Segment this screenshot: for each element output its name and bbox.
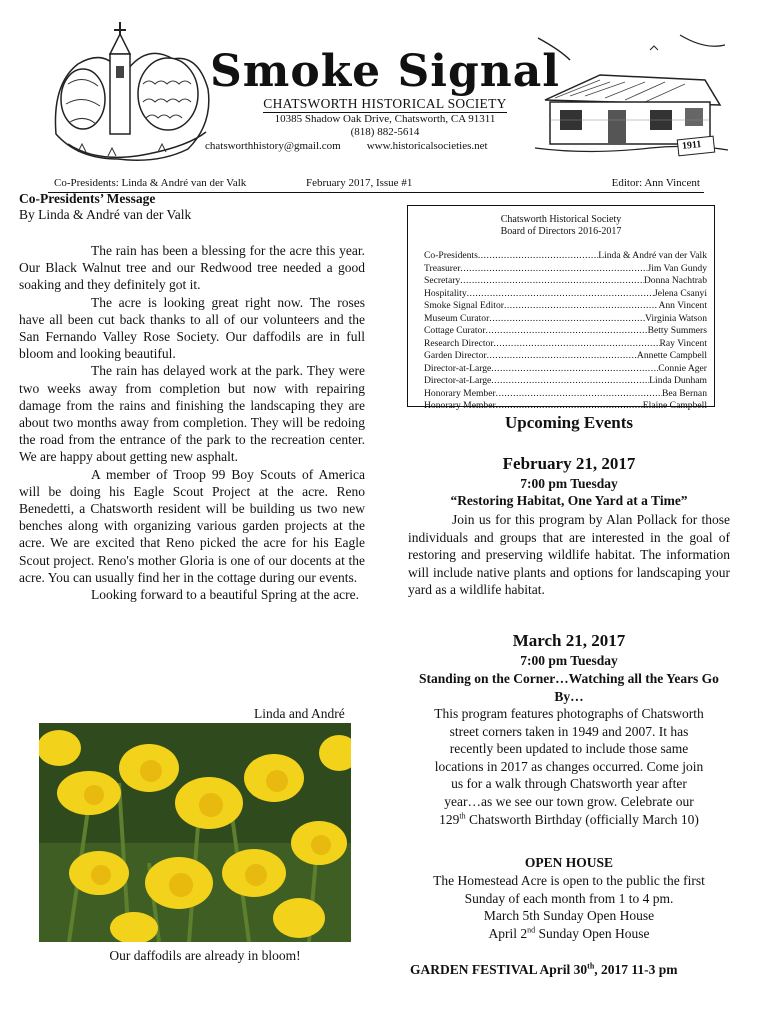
leader-dots	[460, 275, 644, 288]
board-member-role: Smoke Signal Editor	[424, 300, 504, 311]
board-member-role: Co-Presidents	[424, 250, 478, 261]
society-name: CHATSWORTH HISTORICAL SOCIETY	[263, 96, 507, 111]
leader-dots	[494, 338, 660, 351]
board-member-row	[424, 325, 707, 338]
leader-dots	[504, 300, 659, 313]
open-house-heading: OPEN HOUSE	[524, 855, 614, 870]
board-member-name: Jelena Csanyi	[653, 287, 707, 299]
board-member-row	[424, 388, 707, 401]
plaque-year: 1911	[681, 139, 702, 152]
event2-line: street corners taken in 1949 and 2007. It has	[449, 723, 689, 739]
event1-time: 7:00 pm Tuesday	[520, 476, 618, 491]
leader-dots	[460, 263, 647, 276]
board-member-row	[424, 313, 707, 326]
board-member-name: Annette Campbell	[636, 350, 707, 361]
society-phone: (818) 882-5614	[350, 126, 420, 138]
photo-caption: Our daffodils are already in bloom!	[109, 948, 301, 963]
board-member-role: Research Director	[424, 337, 494, 349]
message-paragraph: Looking forward to a beautiful Spring at the acre.	[91, 587, 360, 603]
board-member-name: Donna Nachtrab	[643, 275, 707, 286]
board-member-name: Jim Van Gundy	[647, 262, 707, 274]
open-house-line: March 5th Sunday Open House	[483, 908, 655, 924]
board-member-row	[424, 250, 707, 263]
board-member-role: Hospitality	[424, 287, 467, 299]
leader-dots	[478, 250, 598, 263]
board-member-role: Secretary	[424, 275, 461, 286]
board-title-line: Chatsworth Historical Society	[500, 214, 622, 225]
board-member-row	[424, 363, 707, 376]
leader-dots	[496, 388, 662, 401]
email-link[interactable]: chatsworthhistory@gmail.com	[205, 140, 341, 152]
board-member-name: Bea Bernan	[661, 387, 707, 399]
contact-row	[205, 140, 488, 152]
event2-description	[408, 705, 730, 828]
website-link[interactable]: www.historicalsocieties.net	[366, 140, 488, 152]
garden-festival-line: GARDEN FESTIVAL April 30th, 2017 11-3 pm	[410, 961, 678, 977]
event1-description	[408, 511, 730, 599]
board-member-name: Ray Vincent	[659, 337, 707, 349]
event2-line: year…as we see our town grow. Celebrate our	[444, 793, 694, 809]
board-member-role: Director-at-Large	[424, 362, 492, 374]
board-member-name: Ann Vincent	[658, 300, 707, 311]
event2-line: recently been updated to include those same	[449, 741, 689, 757]
society-address: 10385 Shadow Oak Drive, Chatsworth, CA 91311	[274, 113, 496, 125]
newsletter-title: Smoke Signal	[210, 46, 560, 97]
event2-line: This program features photographs of Chatsworth	[434, 706, 704, 721]
event2-title: Standing on the Corner…Watching all the Years Go By…	[419, 671, 719, 704]
board-member-role: Cottage Curator	[424, 325, 486, 336]
board-member-name: Connie Ager	[658, 362, 707, 374]
issue-line: February 2017, Issue #1	[306, 177, 413, 189]
message-paragraph: The rain has delayed work at the park. They were two weeks away from completion but now with repairing damage from the rains and finishing the landscaping they are about two months away from completion. They will be redoing the road from the entrance of the park to the recreation center. We are happy about getting new asphalt.	[19, 363, 365, 465]
event1-date: February 21, 2017	[502, 454, 636, 473]
message-paragraph: A member of Troop 99 Boy Scouts of America will be doing his Eagle Scout Project at the acre. Reno Benedetti, a Chatsworth resident will be building us two new benches along with organizing various garden projects at the acre. We are excited that Reno picked the acre for his Eagle Scout project. Reno's mother Gloria is one of our docents at the acre. You can usually find her in the cottage during our events.	[19, 466, 365, 585]
copresidents-line: Co-Presidents: Linda & André van der Valk	[54, 177, 247, 189]
leader-dots	[489, 313, 645, 326]
event2-time: 7:00 pm Tuesday	[520, 653, 618, 668]
board-member-row	[424, 375, 707, 388]
open-house-details	[408, 872, 730, 942]
board-member-row	[424, 288, 707, 301]
leader-dots	[491, 375, 649, 388]
event1-title: “Restoring Habitat, One Yard at a Time”	[450, 493, 688, 508]
board-member-row	[424, 275, 707, 288]
board-member-row	[424, 338, 707, 351]
board-member-list	[424, 250, 707, 413]
events-heading: Upcoming Events	[505, 413, 633, 432]
board-member-name: Betty Summers	[647, 325, 707, 336]
board-member-role: Garden Director	[424, 350, 487, 361]
board-member-name: Virginia Watson	[645, 312, 707, 324]
board-member-name: Elaine Campbell	[642, 400, 707, 411]
leader-dots	[491, 363, 658, 376]
board-title-line: Board of Directors 2016-2017	[500, 226, 622, 237]
board-member-row	[424, 300, 707, 313]
leader-dots	[486, 325, 648, 338]
message-paragraph: The acre is looking great right now. The roses have all been cut back thanks to all of our volunteers and the San Fernando Valley Rose Society. Our daffodils are in full bloom and looking beautiful.	[19, 294, 365, 362]
event2-line: 129th Chatsworth Birthday (officially March 10)	[439, 811, 699, 827]
message-heading: Co-Presidents’ Message	[19, 191, 156, 206]
board-member-role: Treasurer	[424, 262, 461, 274]
leader-dots	[496, 400, 643, 413]
open-house-line: The Homestead Acre is open to the public the first	[433, 873, 705, 888]
board-member-role: Honorary Member	[424, 400, 496, 411]
board-member-row	[424, 263, 707, 276]
board-member-row	[424, 350, 707, 363]
event2-line: locations in 2017 as changes occurred. Come join	[434, 758, 704, 774]
message-signoff: Linda and André	[254, 706, 345, 721]
event1-paragraph: Join us for this program by Alan Pollack for those individuals and groups that are interested in the goal of restoring and preserving wildlife habitat. The information will include native plants and options for landscaping your yard as a wildlife habitat.	[408, 512, 730, 598]
board-member-row	[424, 400, 707, 413]
board-title	[407, 214, 715, 238]
board-member-role: Museum Curator	[424, 312, 490, 324]
board-member-role: Honorary Member	[424, 387, 496, 399]
message-byline: By Linda & André van der Valk	[19, 207, 192, 222]
leader-dots	[467, 288, 654, 301]
event2-line: us for a walk through Chatsworth year after	[451, 776, 687, 792]
leader-dots	[487, 350, 637, 363]
board-member-name: Linda & André van der Valk	[598, 250, 707, 261]
editor-line: Editor: Ann Vincent	[611, 177, 700, 189]
message-paragraph: The rain has been a blessing for the acre this year. Our Black Walnut tree and our Redwood tree needed a good soaking and they definitely got it.	[19, 243, 365, 293]
board-member-name: Linda Dunham	[649, 375, 707, 386]
event2-date: March 21, 2017	[512, 631, 626, 650]
board-member-role: Director-at-Large	[424, 375, 492, 386]
open-house-line: April 2nd Sunday Open House	[488, 925, 650, 941]
open-house-line: Sunday of each month from 1 to 4 pm.	[464, 890, 674, 906]
message-body	[19, 242, 365, 603]
daffodils-photo	[39, 723, 351, 942]
